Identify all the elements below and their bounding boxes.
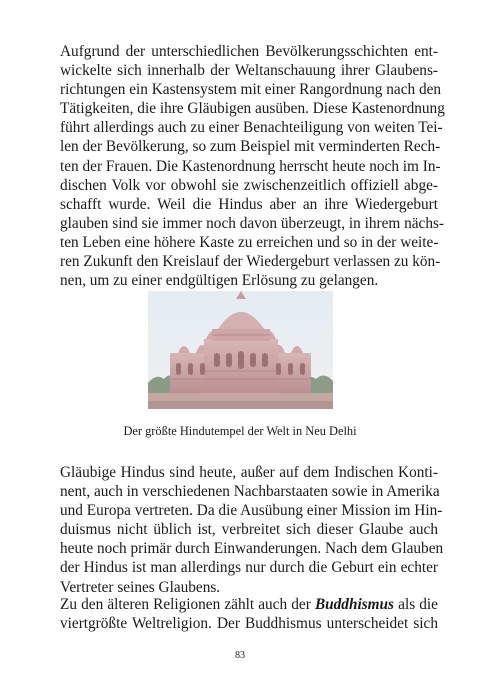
figure-caption: Der größte Hindutempel der Welt in Neu Delhi <box>123 424 357 438</box>
text-line: ten der Frauen. Die Kastenordnung herrscht heute noch im In- <box>60 157 441 175</box>
text-run: als die <box>394 596 438 613</box>
text-line: viertgrößte Weltreligion. Der Buddhismus unterscheidet sich <box>60 615 438 633</box>
text-line: Vertreter seines Glaubens. <box>60 578 221 596</box>
text-line: der Hindus ist man allerdings nur durch die Geburt ein echter <box>60 559 438 577</box>
text-line: len der Bevölkerung, so zum Beispiel mit verminderten Rech- <box>60 138 441 156</box>
text-run: Zu den älteren Religionen zählt auch der <box>60 596 315 613</box>
temple-photo <box>148 291 333 409</box>
text-line <box>60 595 438 614</box>
text-line: wickelte sich innerhalb der Weltanschauung ihrer Glaubens- <box>60 62 438 80</box>
page-number: 83 <box>235 650 245 661</box>
text-line: nen, um zu einer endgültigen Erlösung zu gelangen. <box>60 272 379 290</box>
text-line: ten Leben eine höhere Kaste zu erreichen und so in der weite- <box>60 233 439 251</box>
text-line: und Europa vertreten. Da die Ausübung einer Mission im Hin- <box>60 502 443 520</box>
paragraph-hindu-spread <box>60 463 444 597</box>
paragraph-caste-system <box>60 42 445 290</box>
text-line: schafft wurde. Weil die Hindus aber an ihre Wiedergeburt <box>60 195 438 213</box>
text-line: führt allerdings auch zu einer Benachteiligung von weiten Tei- <box>60 119 443 137</box>
text-line: duismus nicht üblich ist, verbreitet sich dieser Glaube auch <box>60 521 438 539</box>
text-line: Tätigkeiten, die ihre Gläubigen ausüben. Diese Kastenordnung <box>60 100 445 118</box>
text-line: Aufgrund der unterschiedlichen Bevölkerungsschichten ent- <box>60 43 438 60</box>
text-line: richtungen ein Kastensystem mit einer Rangordnung nach den <box>60 81 442 99</box>
text-line: ren Zukunft den Kreislauf der Wiedergeburt verlassen zu kön- <box>60 253 441 271</box>
text-line: Gläubige Hindus sind heute, außer auf dem Indischen Konti- <box>60 464 438 481</box>
text-line: glauben sind sie immer noch davon überzeugt, in ihrem nächs- <box>60 214 445 232</box>
text-line: dischen Volk vor obwohl sie zwischenzeitlich offiziell abge- <box>60 176 438 194</box>
text-line: heute noch primär durch Einwanderungen. Nach dem Glauben <box>60 540 444 558</box>
emphasized-term: Buddhismus <box>314 596 395 613</box>
paragraph-buddhism <box>60 595 438 633</box>
text-line: nent, auch in verschiedenen Nachbarstaaten sowie in Amerika <box>60 483 440 501</box>
